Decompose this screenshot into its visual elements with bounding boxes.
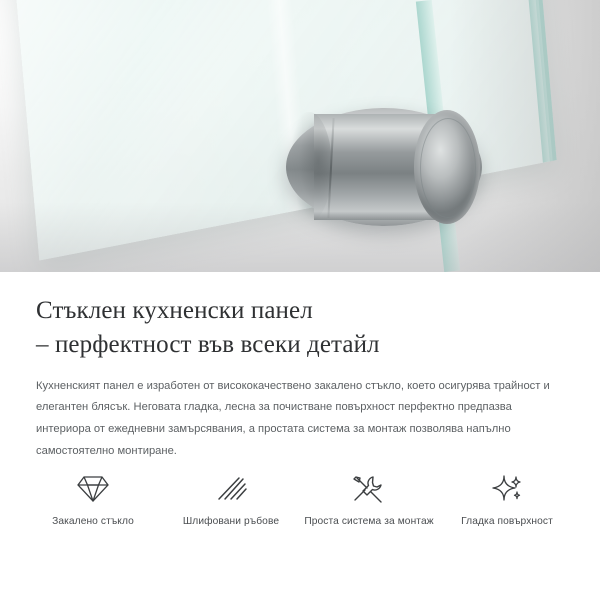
feature-item-tempered-glass — [26, 470, 160, 527]
photo-bottom-shadow — [0, 202, 600, 272]
sparkle-icon — [440, 470, 574, 508]
text-content — [0, 272, 600, 600]
headline-line-2: – перфектност във всеки детайл — [36, 330, 380, 358]
product-photo — [0, 0, 600, 272]
feature-item-polished-edges — [164, 470, 298, 527]
polished-edges-icon — [164, 470, 298, 508]
headline-line-1: Стъклен кухненски панел — [36, 297, 313, 324]
feature-list — [0, 470, 600, 527]
diamond-icon — [26, 470, 160, 508]
feature-label: Закалено стъкло — [52, 516, 134, 527]
page-title — [36, 294, 564, 362]
feature-item-smooth-surface — [440, 470, 574, 527]
description-paragraph: Кухненският панел е изработен от висококачествено закалено стъкло, което осигурява трайност и елегантен блясък. Неговата гладка, лесна за почистване повърхност перфектно предпазва интериора от ежедневни замърсявания, а простата система за монтаж позволява напълно самостоятелно монтиране. — [36, 379, 550, 458]
feature-item-easy-mounting — [302, 470, 436, 527]
tools-icon — [302, 470, 436, 508]
feature-label: Шлифовани ръбове — [182, 516, 280, 527]
feature-label: Гладка повърхност — [461, 516, 553, 527]
feature-label: Проста система за монтаж — [304, 516, 434, 527]
